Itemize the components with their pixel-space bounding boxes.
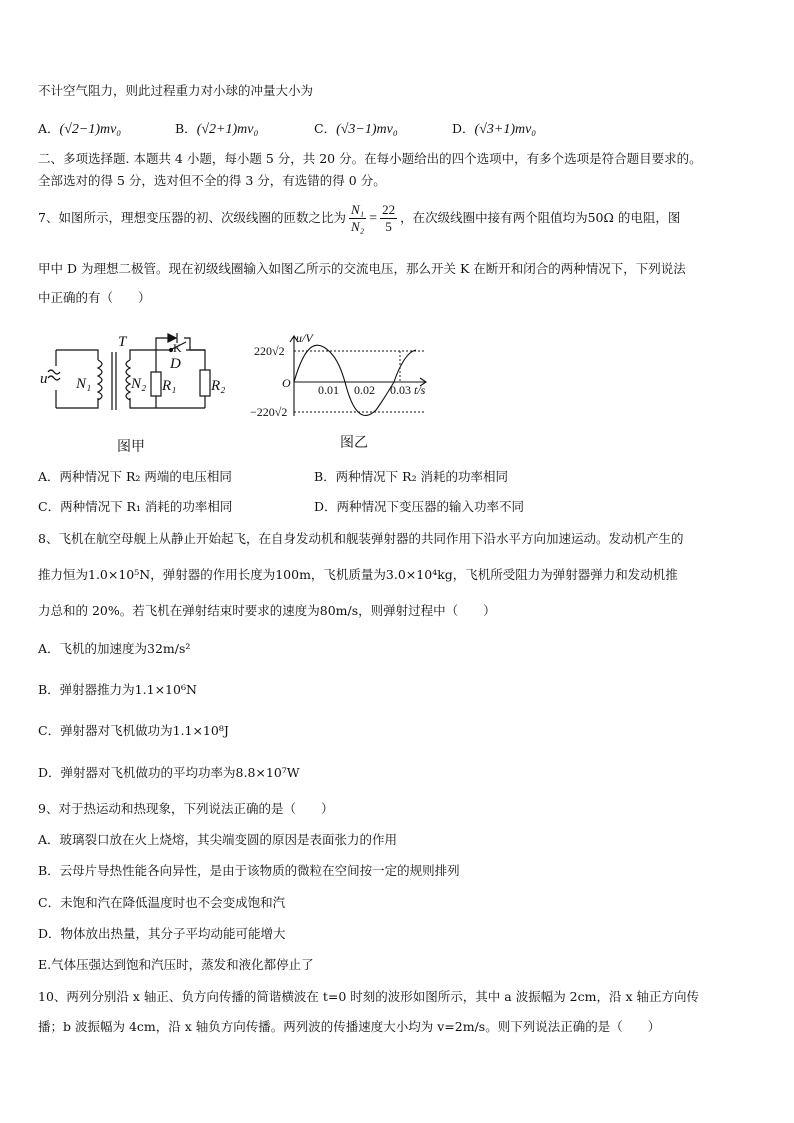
label-u: u [40, 371, 48, 387]
q9-option-d[interactable]: D．物体放出热量，其分子平均动能可能增大 [38, 926, 286, 941]
q7-stem-post: ，在次级线圈中接有两个阻值均为50Ω 的电阻，图 [400, 210, 681, 225]
axis-label-u: u/V [296, 331, 313, 345]
tick-0-03: 0.03 [390, 383, 411, 397]
option-expr: (√3+1)mv₀ [474, 122, 537, 137]
q8-option-b[interactable]: B．弹射器推力为1.1×10⁶N [38, 682, 197, 697]
fraction-denominator: 5 [385, 219, 392, 234]
section-scoring: 全部选对的得 5 分，选对但不全的得 3 分，有选错的得 0 分。 [38, 173, 386, 188]
fraction-numerator: N₁ [350, 202, 365, 217]
voltage-waveform-graph [248, 330, 438, 420]
q8-option-a[interactable]: A．飞机的加速度为32m/s² [38, 641, 191, 656]
q10-stem-line1: 10、两列分别沿 x 轴正、负方向传播的简谐横波在 t=0 时刻的波形如图所示，其中 a 波振幅为 2cm，沿 x 轴正方向传 [38, 989, 699, 1004]
fraction-denominator: N₂ [350, 219, 365, 234]
q6-option-b[interactable] [175, 120, 258, 139]
option-expr: (√2−1)mv₀ [59, 122, 122, 137]
tick-bottom: −220√2 [250, 405, 288, 419]
tick-0-01: 0.01 [318, 383, 339, 397]
turns-ratio-fraction [349, 202, 366, 235]
option-expr: (√3−1)mv₀ [336, 122, 398, 137]
q8-option-d[interactable]: D．弹射器对飞机做功的平均功率为8.8×10⁷W [38, 765, 300, 780]
q8-stem-line2: 推力恒为1.0×10⁵N，弹射器的作用长度为100m，飞机质量为3.0×10⁴kg，飞机所受阻力为弹射器弹力和发动机推 [38, 567, 678, 582]
option-expr: (√2+1)mv₀ [196, 122, 259, 137]
q7-stem-pre: 7、如图所示，理想变压器的初、次级线圈的匝数之比为 [38, 210, 346, 225]
label-N1: N₁ [76, 376, 92, 392]
q8-stem-line1: 8、飞机在航空母舰上从静止开始起飞，在自身发动机和舰装弹射器的共同作用下沿水平方向加速运动。发动机产生的 [38, 531, 684, 546]
q9-option-b[interactable]: B．云母片导热性能各向异性，是由于该物质的微粒在空间按一定的规则排列 [38, 863, 460, 878]
circuit-diagram [40, 330, 240, 430]
q9-option-e[interactable]: E.气体压强达到饱和汽压时，蒸发和液化都停止了 [38, 957, 314, 972]
q8-option-c[interactable]: C．弹射器对飞机做功为1.1×10⁸J [38, 723, 229, 738]
q9-stem: 9、对于热运动和热现象，下列说法正确的是（ ） [38, 801, 334, 816]
q9-option-a[interactable]: A．玻璃裂口放在火上烧熔，其尖端变圆的原因是表面张力的作用 [38, 832, 398, 847]
q10-stem-line2: 播；b 波振幅为 4cm，沿 x 轴负方向传播。两列波的传播速度大小均为 v=2m/s。则下列说法正确的是（ ） [38, 1019, 661, 1034]
label-T: T [118, 334, 127, 350]
q7-option-d[interactable]: D．两种情况下变压器的输入功率不同 [314, 499, 525, 514]
axis-label-t: t/s [414, 383, 426, 397]
option-letter: B． [175, 121, 197, 136]
q6-stem-end: 不计空气阻力，则此过程重力对小球的冲量大小为 [38, 83, 314, 98]
label-R1: R₁ [162, 378, 177, 394]
q7-stem-line2: 甲中 D 为理想二极管。现在初级线圈输入如图乙所示的交流电压，那么开关 K 在断开和闭合的两种情况下，下列说法 [38, 261, 686, 276]
q6-option-d[interactable] [452, 120, 536, 139]
equals-sign: = [369, 211, 378, 226]
label-D: D [170, 356, 181, 372]
origin-label: O [282, 376, 291, 390]
tick-0-02: 0.02 [354, 383, 375, 397]
q7-stem-line1 [38, 200, 680, 237]
q7-stem-line3: 中正确的有（ ） [38, 290, 151, 305]
label-R2: R₂ [211, 378, 226, 394]
option-letter: C． [314, 121, 337, 136]
figure-caption-left: 图甲 [117, 439, 145, 455]
fraction-numerator: 22 [382, 202, 396, 217]
q7-option-a[interactable]: A．两种情况下 R₂ 两端的电压相同 [38, 469, 232, 484]
tick-top: 220√2 [254, 344, 285, 358]
q7-option-b[interactable]: B．两种情况下 R₂ 消耗的功率相同 [314, 469, 509, 484]
option-letter: A． [38, 121, 60, 136]
q9-option-c[interactable]: C．未饱和汽在降低温度时也不会变成饱和汽 [38, 895, 286, 910]
label-N2: N₂ [131, 376, 147, 392]
label-K: K [173, 341, 182, 355]
q6-option-c[interactable] [314, 120, 398, 139]
section-heading: 二、多项选择题. 本题共 4 小题，每小题 5 分，共 20 分。在每小题给出的四个选项中，有多个选项是符合题目要求的。 [38, 151, 702, 166]
turns-ratio-value [380, 202, 397, 235]
option-letter: D． [452, 121, 475, 136]
q6-option-a[interactable] [38, 120, 121, 139]
q7-option-c[interactable]: C．两种情况下 R₁ 消耗的功率相同 [38, 499, 233, 514]
figure-caption-right: 图乙 [340, 435, 368, 451]
q8-stem-line3: 力总和的 20%。若飞机在弹射结束时要求的速度为80m/s，则弹射过程中（ ） [38, 603, 496, 618]
